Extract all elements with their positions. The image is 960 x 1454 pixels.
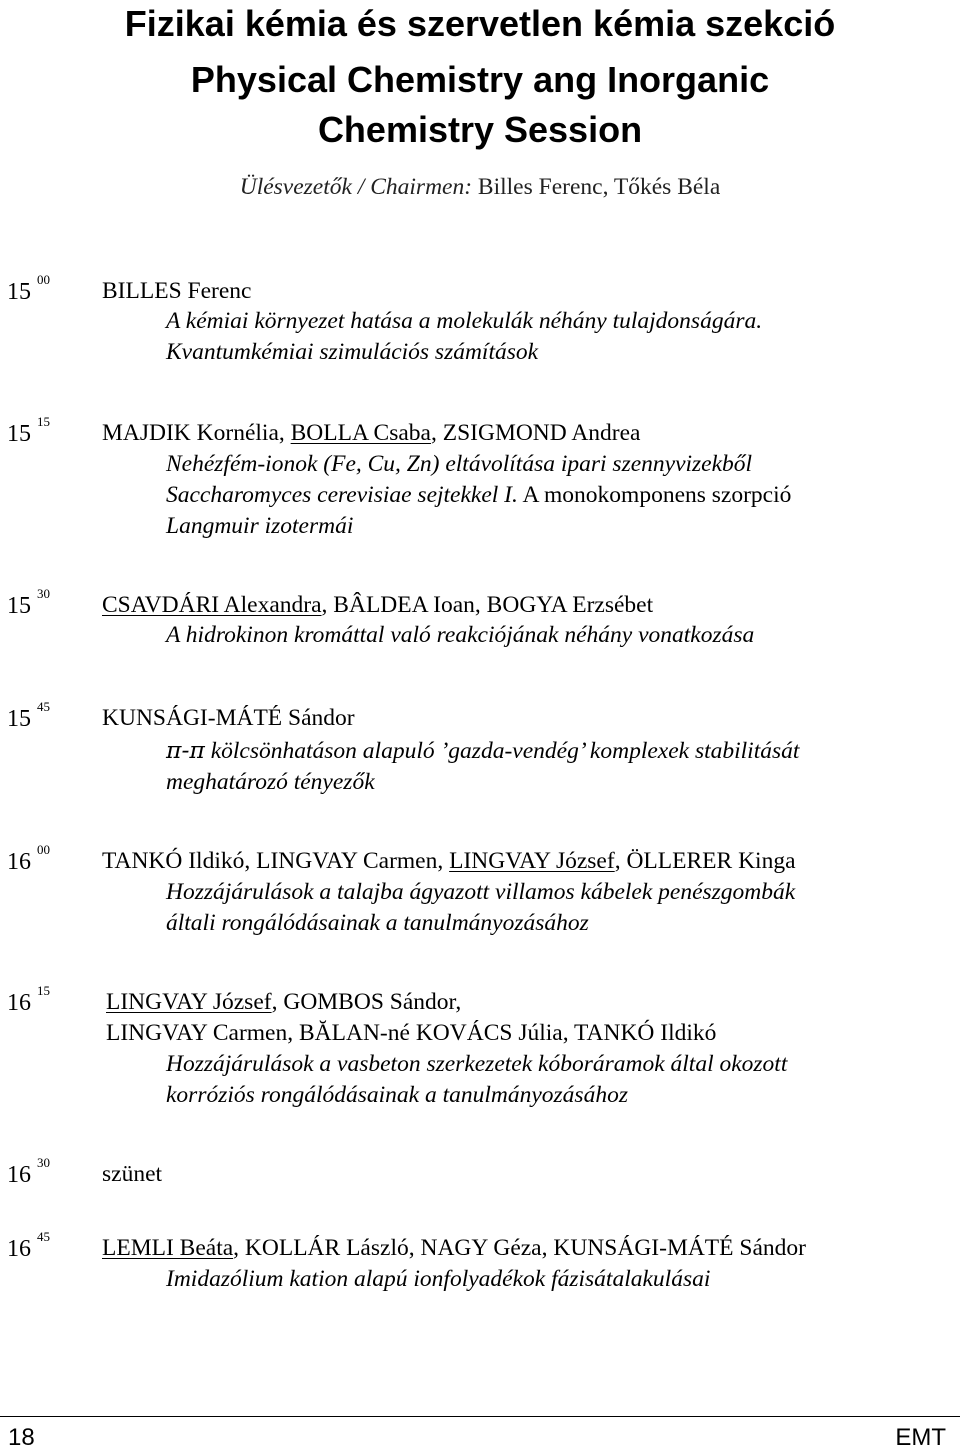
talk-time: 16 $^{15}$	[7, 983, 50, 1016]
talk-title-line: A kémiai környezet hatása a molekulák néhány tulajdonságára.	[166, 308, 763, 334]
chairmen-names: Billes Ferenc, Tőkés Béla	[472, 174, 721, 200]
talk-title-line: meghatározó tényezők	[166, 769, 375, 795]
talk-authors: KUNSÁGI-MÁTÉ Sándor	[102, 705, 355, 731]
talk-time: 16 $^{00}$	[7, 842, 50, 875]
talk-title-line: Kvantumkémiai szimulációs számítások	[166, 339, 539, 365]
talk-time: 16 $^{45}$	[7, 1229, 50, 1262]
presenting-author: LINGVAY József	[449, 848, 615, 874]
talk-time: 15 $^{45}$	[7, 699, 50, 732]
pi-pi-symbol: π-π	[166, 736, 205, 764]
talk-title-line: Nehézfém-ionok (Fe, Cu, Zn) eltávolítása ipari szennyvizekből	[166, 451, 753, 477]
talk-authors: LINGVAY Carmen, BĂLAN-né KOVÁCS Júlia, TANKÓ Ildikó	[106, 1020, 717, 1046]
presenting-author: CSAVDÁRI Alexandra	[102, 592, 322, 618]
talk-title-line: korróziós rongálódásainak a tanulmányozásához	[166, 1082, 628, 1108]
talk-title-line: Imidazólium kation alapú ionfolyadékok fázisátalakulásai	[166, 1266, 711, 1292]
talk-time: 16 $^{30}$	[7, 1155, 50, 1188]
footer-rule	[0, 1416, 960, 1417]
session-title-hu: Fizikai kémia és szervetlen kémia szekció	[124, 3, 836, 44]
talk-title-line: Langmuir izotermái	[166, 513, 354, 539]
talk-authors: MAJDIK Kornélia, BOLLA Csaba, ZSIGMOND Andrea	[102, 420, 641, 446]
talk-authors: LINGVAY József, GOMBOS Sándor,	[106, 989, 462, 1015]
publisher-mark: EMT	[895, 1424, 946, 1451]
talk-title-line: Saccharomyces cerevisiae sejtekkel I. A monokomponens szorpció	[166, 482, 792, 508]
presenting-author: LINGVAY József	[106, 989, 272, 1015]
talk-time: 15 $^{15}$	[7, 414, 50, 447]
talk-authors: TANKÓ Ildikó, LINGVAY Carmen, LINGVAY József, ÖLLERER Kinga	[102, 848, 796, 874]
talk-authors: BILLES Ferenc	[102, 278, 252, 304]
page-number: 18	[8, 1424, 35, 1451]
session-title-en-line2: Chemistry Session	[317, 109, 643, 150]
talk-authors: LEMLI Beáta, KOLLÁR László, NAGY Géza, KUNSÁGI-MÁTÉ Sándor	[102, 1235, 806, 1261]
session-title-en-line1: Physical Chemistry ang Inorganic	[190, 59, 770, 100]
chairmen-line	[0, 173, 960, 201]
talk-title-line: Hozzájárulások a vasbeton szerkezetek kóboráramok által okozott	[166, 1051, 788, 1077]
presenting-author: BOLLA Csaba	[290, 420, 431, 446]
talk-authors: CSAVDÁRI Alexandra, BÂLDEA Ioan, BOGYA Erzsébet	[102, 592, 654, 618]
break-label: szünet	[102, 1161, 163, 1187]
talk-time: 15 $^{30}$	[7, 586, 50, 619]
talk-title-line: A hidrokinon kromáttal való reakciójának néhány vonatkozása	[166, 622, 755, 648]
talk-time: 15 $^{00}$	[7, 272, 50, 305]
talk-title-line: általi rongálódásainak a tanulmányozásához	[166, 910, 589, 936]
talk-title-line: Hozzájárulások a talajba ágyazott villamos kábelek penészgombák	[166, 879, 796, 905]
chairmen-label: Ülésvezetők / Chairmen:	[239, 174, 473, 200]
talk-title-line: π-π kölcsönhatáson alapuló ’gazda-vendég’ komplexek stabilitását	[166, 736, 800, 764]
presenting-author: LEMLI Beáta	[102, 1235, 234, 1261]
